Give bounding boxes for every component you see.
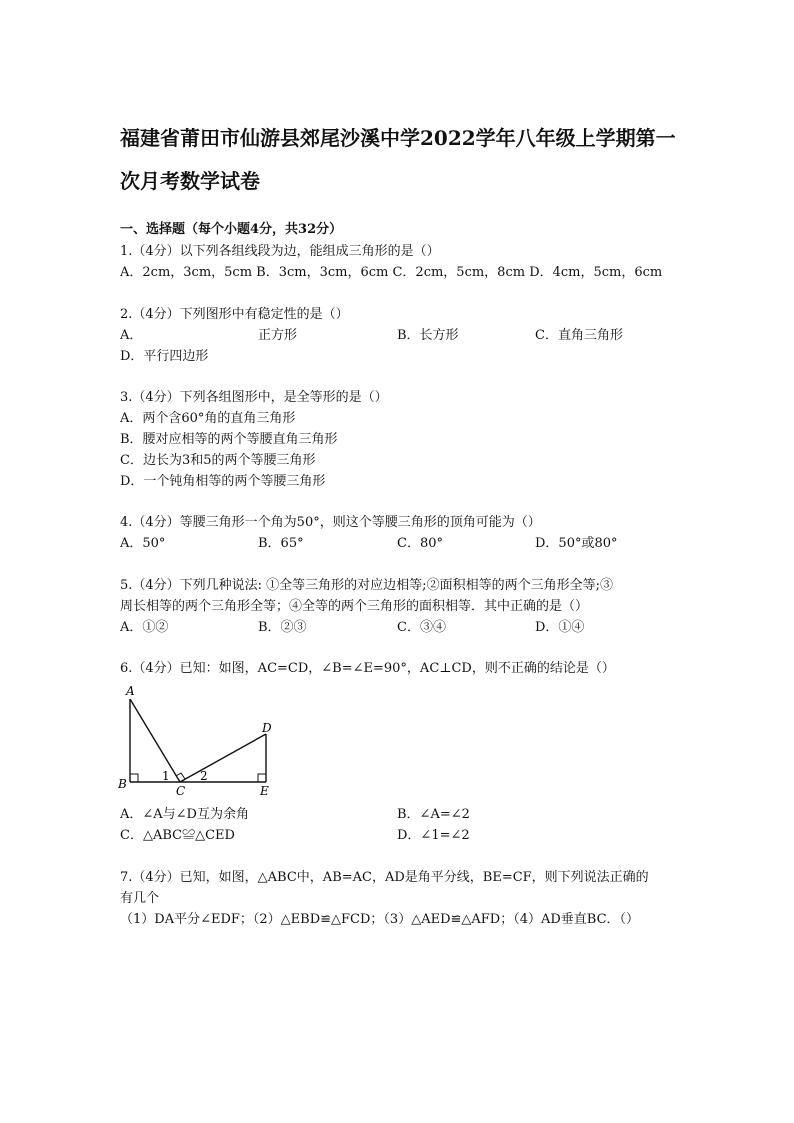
right-angle-mark-b xyxy=(130,774,138,782)
question-5-stem-line-2: 周长相等的两个三角形全等；④全等的两个三角形的面积相等．其中正确的是（） xyxy=(120,599,589,614)
question-4-option-c: C．80° xyxy=(397,536,443,551)
question-4-option-d: D．50°或80° xyxy=(535,536,618,551)
label-angle-2: 2 xyxy=(200,769,208,783)
section-heading-multiple-choice: 一、选择题（每个小题4分，共32分） xyxy=(120,222,343,237)
question-6-geometry-figure xyxy=(118,684,288,798)
question-4-option-b: B．65° xyxy=(258,536,304,551)
question-1-options: A．2cm，3cm，5cm B．3cm，3cm，6cm C．2cm，5cm，8cm D．4cm，5cm，6cm xyxy=(120,265,663,280)
label-point-e: E xyxy=(260,784,269,798)
question-5-option-a: A．①② xyxy=(120,620,169,635)
question-5-option-d: D．①④ xyxy=(535,620,585,635)
question-2-option-d: D．平行四边形 xyxy=(120,349,209,364)
segment-ac xyxy=(130,699,180,782)
question-3-option-a: A．两个含60°角的直角三角形 xyxy=(120,411,296,426)
exam-title-line-1: 福建省莆田市仙游县郊尾沙溪中学2022学年八年级上学期第一 xyxy=(120,126,676,150)
question-7-stem-line-1: 7.（4分）已知，如图，△ABC中，AB=AC，AD是角平分线，BE=CF，则下列说法正确的 xyxy=(120,870,649,885)
question-2-stem: 2.（4分）下列图形中有稳定性的是（） xyxy=(120,307,349,322)
question-5-option-b: B．②③ xyxy=(258,620,307,635)
question-6-option-c: C．△ABC≌△CED xyxy=(120,828,235,843)
question-5-option-c: C．③④ xyxy=(397,620,446,635)
question-6-option-a: A．∠A与∠D互为余角 xyxy=(120,807,249,822)
question-2-option-a-label: A． xyxy=(120,328,143,343)
question-1-stem: 1.（4分）以下列各组线段为边，能组成三角形的是（） xyxy=(120,244,440,259)
question-4-option-a: A．50° xyxy=(120,536,166,551)
label-point-c: C xyxy=(176,784,186,798)
question-3-option-b: B．腰对应相等的两个等腰直角三角形 xyxy=(120,432,338,447)
question-3-stem: 3.（4分）下列各组图形中，是全等形的是（） xyxy=(120,390,388,405)
question-2-option-c: C．直角三角形 xyxy=(535,328,623,343)
question-6-option-d: D．∠1=∠2 xyxy=(397,828,470,843)
question-5-stem-line-1: 5.（4分）下列几种说法: ①全等三角形的对应边相等;②面积相等的两个三角形全等;③ xyxy=(120,578,613,593)
question-2-option-b: B．长方形 xyxy=(397,328,459,343)
question-3-option-d: D．一个钝角相等的两个等腰三角形 xyxy=(120,474,326,489)
question-7-stem-line-2: 有几个 xyxy=(120,891,160,906)
question-6-stem: 6.（4分）已知：如图，AC=CD，∠B=∠E=90°，AC⊥CD，则不正确的结论是（） xyxy=(120,661,615,676)
label-angle-1: 1 xyxy=(162,769,170,783)
segment-cd xyxy=(180,734,266,782)
label-point-b: B xyxy=(118,777,127,791)
question-7-stem-line-3: （1）DA平分∠EDF；（2）△EBD≌△FCD；（3）△AED≌△AFD；（4）AD垂直BC．（） xyxy=(120,912,640,927)
right-angle-mark-e xyxy=(258,774,266,782)
question-2-option-a-text: 正方形 xyxy=(258,328,298,343)
question-3-option-c: C．边长为3和5的两个等腰三角形 xyxy=(120,453,316,468)
label-point-d: D xyxy=(262,721,272,735)
question-6-option-b: B．∠A=∠2 xyxy=(397,807,470,822)
label-point-a: A xyxy=(126,684,135,698)
question-4-stem: 4.（4分）等腰三角形一个角为50°，则这个等腰三角形的顶角可能为（） xyxy=(120,515,541,530)
exam-title-line-2: 次月考数学试卷 xyxy=(120,169,260,193)
